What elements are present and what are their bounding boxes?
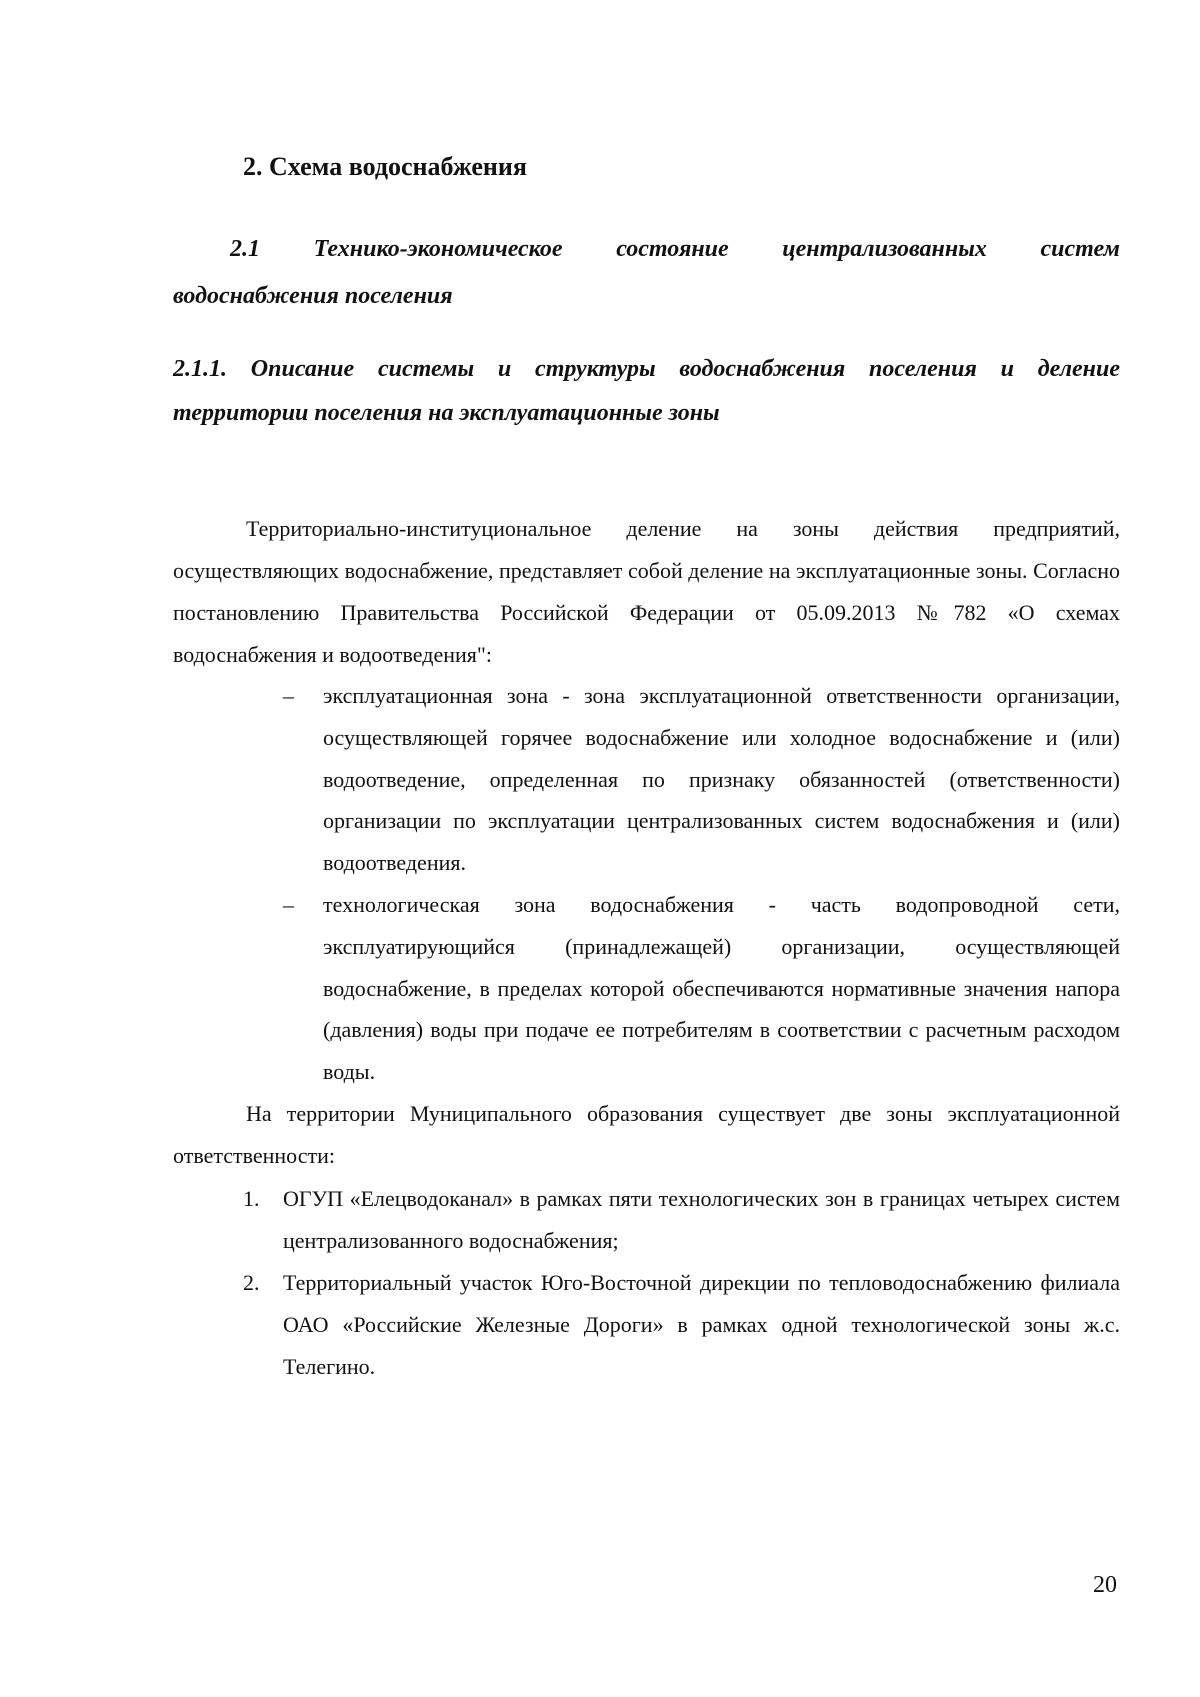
intro-paragraph: Территориально-институциональное деление на зоны действия предприятий, осуществляющих водоснабжение, представляет собой деление на эксплуатационные зоны. Согласно постановлению Правительства Российской Федерации от 05.09.2013 №782 «О схемах водоснабжения и водоотведения": [173, 516, 1120, 667]
subsubsection-heading [173, 347, 1120, 435]
subsubsection-heading-line1: 2.1.1. Описание системы и структуры водоснабжения поселения и деление [173, 356, 1120, 382]
definition-text: технологическая зона водоснабжения - часть водопроводной сети, эксплуатирующийся (принадлежащей) организации, осуществляющей водоснабжение, в пределах которой обеспечиваются нормативные значения напора (давления) воды при подаче ее потребителям в соответствии с расчетным расходом воды. [323, 891, 1120, 1085]
subsection-heading [173, 226, 1120, 320]
zone-item [243, 1178, 1120, 1262]
zone-item [243, 1262, 1120, 1388]
list-dash-marker: – [283, 683, 294, 708]
zone-number: 1. [243, 1186, 260, 1211]
zone-number: 2. [243, 1270, 260, 1295]
list-dash-marker: – [283, 891, 294, 917]
zones-paragraph: На территории Муниципального образования существует две зоны эксплуатационной ответственности: [173, 1101, 1120, 1168]
definitions-list [283, 675, 1120, 1093]
zones-list [243, 1178, 1120, 1388]
zone-text: ОГУП «Елецводоканал» в рамках пяти технологических зон в границах четырех систем централизованного водоснабжения; [283, 1186, 1120, 1253]
subsection-heading-line1: 2.1 Технико-экономическое состояние централизованных систем [230, 236, 1120, 262]
subsubsection-heading-line2: территории поселения на эксплуатационные зоны [173, 400, 720, 426]
zones-paragraph-block [173, 1093, 1120, 1177]
definition-item [283, 675, 1120, 884]
section-heading: 2. Схема водоснабжения [243, 152, 527, 181]
zone-text: Территориальный участок Юго-Восточной дирекции по тепловодоснабжению филиала ОАО «Российские Железные Дороги» в рамках одной технологической зоны ж.с. Телегино. [283, 1270, 1120, 1379]
page-number: 20 [1093, 1572, 1117, 1598]
definition-text: эксплуатационная зона - зона эксплуатационной ответственности организации, осуществляющей горячее водоснабжение или холодное водоснабжение и (или) водоотведение, определенная по признаку обязанностей (ответственности) организации по эксплуатации централизованных систем водоснабжения и (или) водоотведения. [323, 683, 1120, 876]
definition-item [283, 884, 1120, 1093]
intro-paragraph-block [173, 508, 1120, 676]
subsection-heading-line2: водоснабжения поселения [173, 283, 453, 309]
